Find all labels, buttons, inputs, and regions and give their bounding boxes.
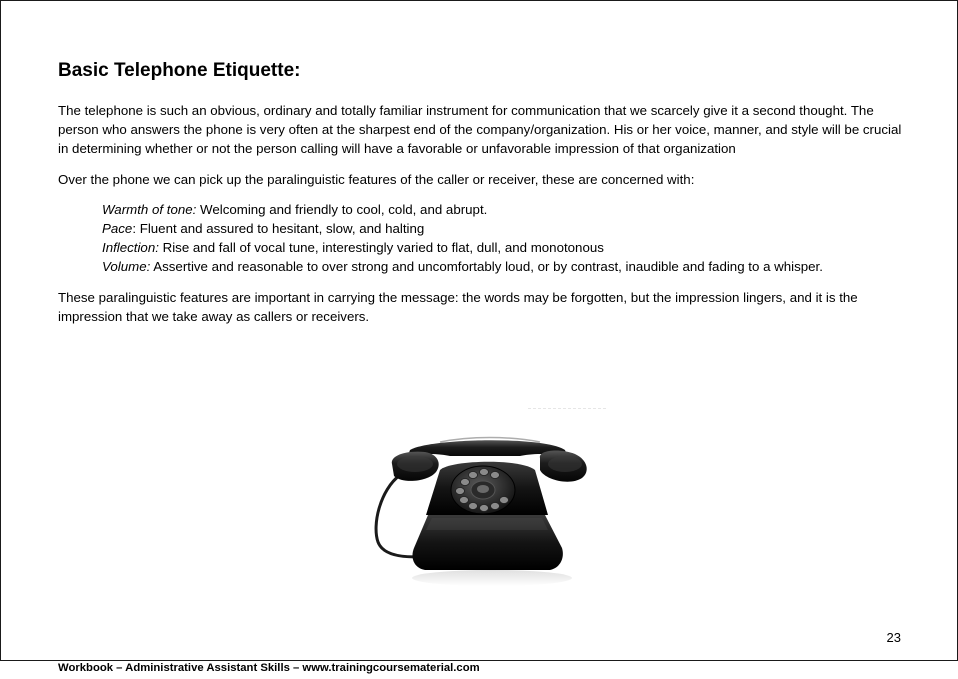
feature-inflection: [102, 238, 903, 257]
feature-text: : Fluent and assured to hesitant, slow, and halting: [132, 221, 425, 237]
conclusion-paragraph: These paralinguistic features are important in carrying the message: the words may be forgotten, but the impression lingers, and it is the impression that we take away as callers or receivers.: [58, 289, 858, 324]
features-list: [102, 200, 903, 277]
rotary-telephone-icon: [370, 430, 595, 590]
footer-text: Workbook – Administrative Assistant Skills – www.trainingcoursematerial.com: [58, 662, 480, 674]
page-content: [58, 58, 903, 337]
feature-term: Inflection:: [102, 240, 159, 256]
feature-term: Warmth of tone:: [102, 201, 197, 217]
feature-warmth: [102, 200, 903, 219]
paralinguistic-paragraph: Over the phone we can pick up the paralinguistic features of the caller or receiver, these are concerned with:: [58, 171, 695, 187]
feature-term: Volume:: [102, 259, 151, 275]
page-heading: Basic Telephone Etiquette:: [58, 60, 301, 81]
feature-text: Rise and fall of vocal tune, interestingly varied to flat, dull, and monotonous: [158, 240, 604, 256]
faint-mark: [528, 408, 606, 411]
feature-volume: [102, 257, 903, 276]
feature-text: Assertive and reasonable to over strong and uncomfortably loud, or by contrast, inaudible and fading to a whisper.: [150, 259, 823, 275]
intro-paragraph: The telephone is such an obvious, ordinary and totally familiar instrument for communication that we scarcely give it a second thought. The person who answers the phone is very often at the sharpest end of the company/organization. His or her voice, manner, and style will be crucial in determining whether or not the person calling will have a favorable or unfavorable impression of that organization: [58, 103, 902, 157]
feature-pace: [102, 219, 903, 238]
page-number: 23: [886, 630, 901, 645]
feature-term: Pace: [102, 221, 133, 237]
feature-text: Welcoming and friendly to cool, cold, and abrupt.: [196, 201, 488, 217]
